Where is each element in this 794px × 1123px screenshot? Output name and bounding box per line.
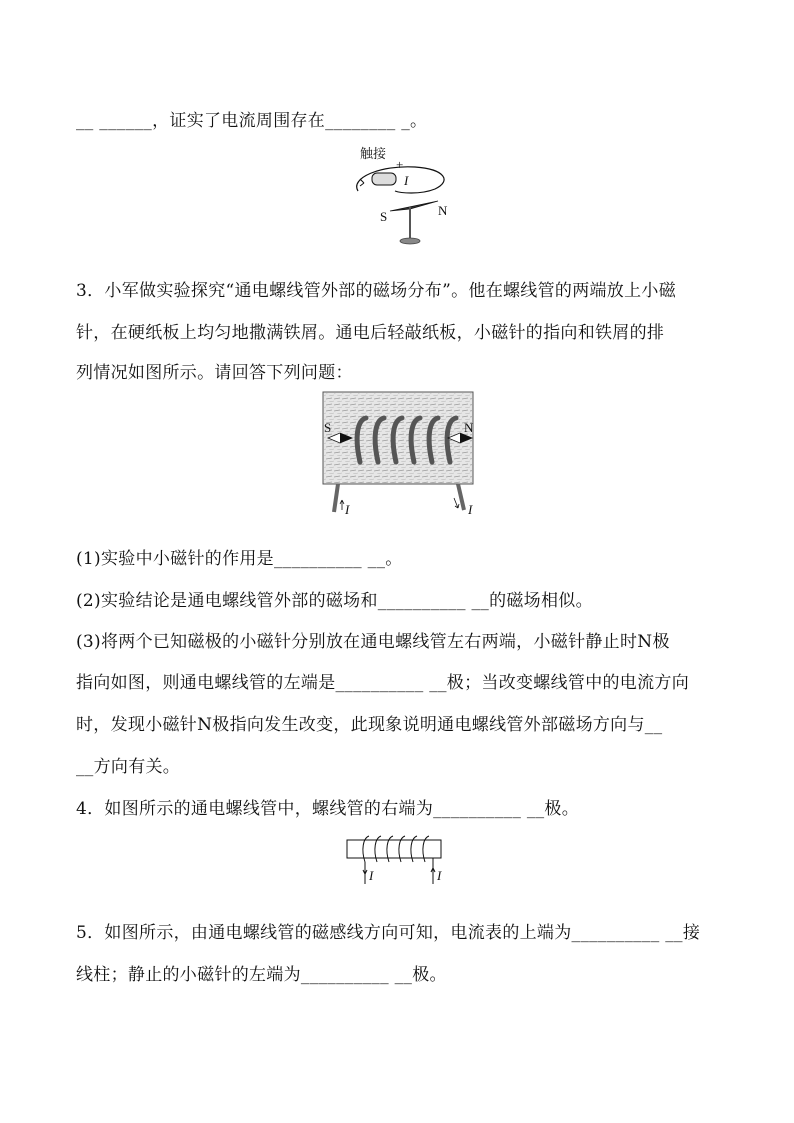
figure-solenoid-filings bbox=[318, 390, 478, 520]
text-line-11: 4．如图所示的通电螺线管中，螺线管的右端为__________ __极。 bbox=[76, 799, 580, 819]
text-line-1: __ ______，证实了电流周围存在________ _。 bbox=[76, 111, 428, 131]
fig2-current-right: I bbox=[468, 502, 473, 517]
text-line-10: __方向有关。 bbox=[76, 757, 181, 777]
fig3-current-right: I bbox=[437, 868, 442, 883]
fig3-current-left: I bbox=[369, 868, 374, 883]
fig2-current-left: I bbox=[345, 502, 350, 517]
text-line-3: 针，在硬纸板上均匀地撒满铁屑。通电后轻敲纸板，小磁针的指向和铁屑的排 bbox=[76, 323, 665, 343]
text-line-12: 5．如图所示，由通电螺线管的磁感线方向可知，电流表的上端为__________ __接 bbox=[76, 923, 701, 943]
text-line-4: 列情况如图所示。请回答下列问题： bbox=[76, 363, 353, 383]
figure-oersted-experiment bbox=[340, 143, 460, 253]
fig1-label-touch: 触接 bbox=[360, 146, 387, 161]
fig1-battery bbox=[372, 173, 396, 185]
figure-solenoid-simple bbox=[345, 834, 445, 890]
fig1-current: I bbox=[404, 173, 409, 188]
fig1-north: N bbox=[438, 203, 448, 218]
fig1-south: S bbox=[380, 209, 388, 224]
text-line-8: 指向如图，则通电螺线管的左端是__________ __极；当改变螺线管中的电流方向 bbox=[76, 673, 690, 693]
text-line-9: 时，发现小磁针N极指向发生改变，此现象说明通电螺线管外部磁场方向与__ bbox=[76, 715, 663, 735]
text-line-2: 3．小军做实验探究“通电螺线管外部的磁场分布”。他在螺线管的两端放上小磁 bbox=[76, 281, 676, 301]
text-line-7: (3)将两个已知磁极的小磁针分别放在通电螺线管左右两端，小磁针静止时N极 bbox=[76, 632, 670, 652]
text-line-6: (2)实验结论是通电螺线管外部的磁场和__________ __的磁场相似。 bbox=[76, 591, 593, 611]
text-line-5: (1)实验中小磁针的作用是__________ __。 bbox=[76, 549, 403, 569]
fig1-needle bbox=[390, 201, 438, 211]
fig3-tube bbox=[347, 840, 441, 858]
text-line-13: 线柱；静止的小磁针的左端为__________ __极。 bbox=[76, 965, 447, 985]
fig1-plus: + bbox=[396, 157, 404, 172]
fig2-south: S bbox=[324, 420, 332, 435]
fig2-north: N bbox=[464, 420, 474, 435]
